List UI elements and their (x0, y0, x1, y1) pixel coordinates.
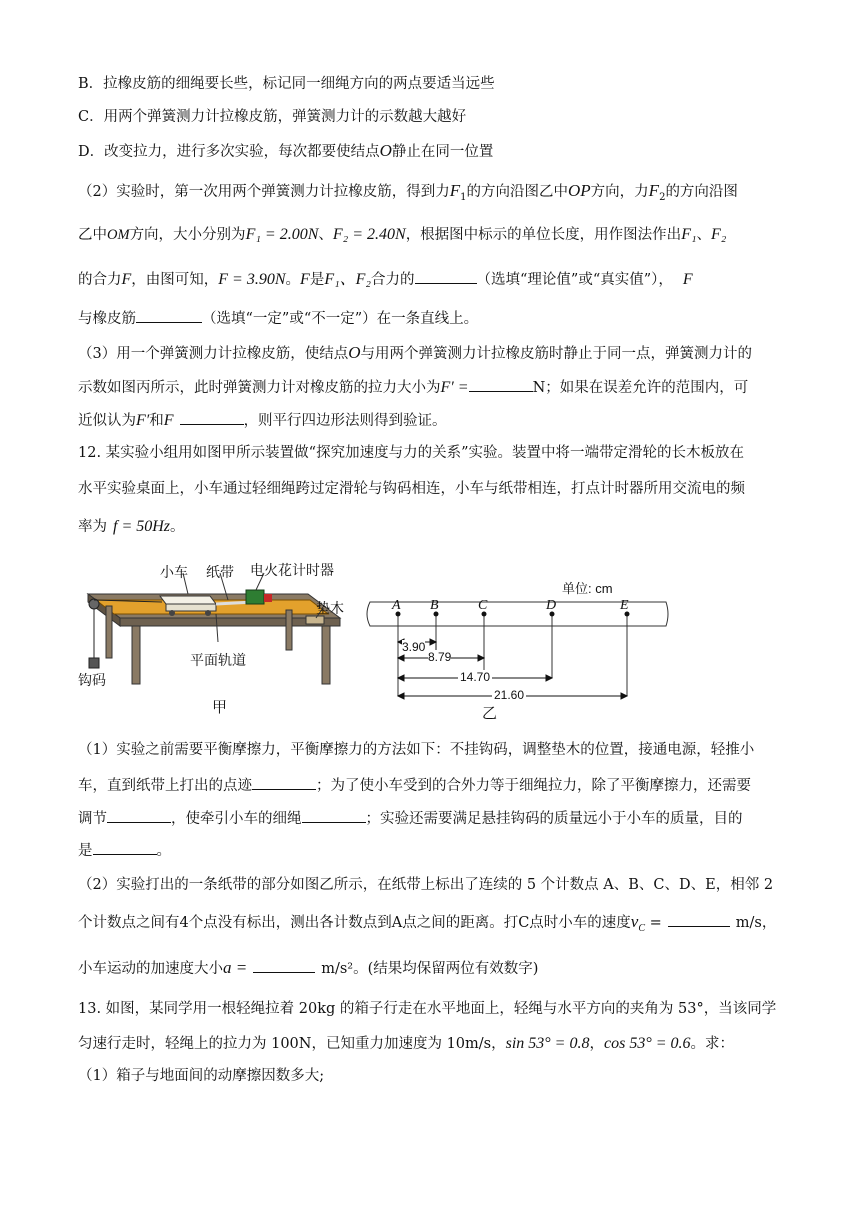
q11-p3-line3 (78, 410, 447, 431)
q11-p3-line1 (78, 343, 752, 364)
q13-line3: （1）箱子与地面间的动摩擦因数多大; (78, 1068, 325, 1084)
q11-p3-line2 (78, 377, 748, 398)
text: 个计数点之间有4个点没有标出，测出各计数点到A点之间的距离。打C点时小车的速度 (78, 915, 631, 931)
text: ；为了使小车受到的合外力等于细绳拉力，除了平衡摩擦力，还需要 (316, 778, 751, 794)
text: 的合力 (78, 272, 122, 288)
eq-sin: sin 53° = 0.8 (505, 1035, 590, 1052)
text: 是 (78, 843, 93, 859)
var-f1f2: F₁、F₂ (324, 271, 371, 288)
option-d (78, 141, 493, 162)
sub: C (638, 922, 646, 934)
text: 。(结果均保留两位有效数字) (353, 961, 539, 977)
var-o: O (379, 141, 392, 160)
text: = (645, 915, 662, 931)
answer-blank[interactable] (415, 269, 477, 284)
text: 。求： (690, 1036, 735, 1052)
option-d-text: D．改变拉力，进行多次实验，每次都要使结点 (78, 144, 380, 160)
unit-label: 单位: cm (562, 581, 613, 596)
option-c: C．用两个弹簧测力计拉橡皮筋，弹簧测力计的示数越大越好 (78, 109, 467, 125)
var-fprime: F′ = (440, 379, 469, 396)
var-v: v (630, 912, 639, 931)
answer-blank[interactable] (302, 808, 366, 823)
label-tape: 纸带 (206, 565, 234, 581)
eq-f: F = 3.90N (218, 271, 286, 288)
eq-frequency: f = 50Hz (113, 518, 171, 535)
q12-p1-line2 (78, 775, 751, 796)
var-o: O (348, 343, 361, 362)
text: ；实验还需要满足悬挂钩码的质量远小于小车的质量，目的 (365, 811, 743, 827)
var-f2: F₂ (711, 226, 727, 243)
text: ，由图可知， (131, 272, 219, 288)
q13-line1: 13. 如图，某同学用一根轻绳拉着 20kg 的箱子行走在水平地面上，轻绳与水平方向的夹角为 53°，当该同学 (78, 1001, 777, 1017)
text: 调节 (78, 811, 107, 827)
q11-p2-line4 (78, 308, 478, 329)
q12-line3 (78, 517, 185, 537)
eq-cos: cos 53° = 0.6 (603, 1035, 691, 1052)
var-f: F (121, 271, 132, 288)
text: N；如果在误差允许的范围内，可 (532, 380, 749, 396)
option-b: B．拉橡皮筋的细绳要长些，标记同一细绳方向的两点要适当远些 (78, 76, 495, 92)
text: 车，直到纸带上打出的点迹 (78, 778, 252, 794)
text: 近似认为 (78, 413, 136, 429)
answer-blank[interactable] (252, 775, 316, 790)
var-f: F (682, 271, 693, 288)
answer-blank[interactable] (253, 958, 315, 973)
text: （选填“理论值”或“真实值”）， (476, 272, 673, 288)
sub: 1 (460, 191, 467, 203)
eq-f1: F₁ = 2.00N (245, 226, 319, 243)
q11-p2-line3 (78, 269, 693, 290)
answer-blank[interactable] (668, 912, 730, 927)
text: 。 (170, 519, 185, 535)
var-op: OP (568, 181, 591, 200)
var-fprime: F′ (136, 412, 150, 429)
point-c: C (478, 598, 488, 613)
text: 、 (696, 227, 712, 243)
q12-p2-line3 (78, 958, 538, 979)
q12-line2: 水平实验桌面上，小车通过轻细绳跨过定滑轮与钩码相连，小车与纸带相连，打点计时器所用交流电的频 (78, 481, 745, 497)
weight-icon (89, 658, 99, 668)
caption-yi: 乙 (482, 704, 498, 722)
figure-yi (366, 578, 670, 722)
figure-jia (78, 556, 350, 716)
q12-line1: 12. 某实验小组用如图甲所示装置做“探究加速度与力的关系”实验。装置中将一端带定滑轮的长木板放在 (78, 445, 744, 461)
text: m/s， (735, 915, 777, 931)
text: （2）实验时，第一次用两个弹簧测力计拉橡皮筋，得到力 (78, 184, 450, 200)
var-f2: F (648, 181, 660, 200)
label-car: 小车 (160, 565, 188, 581)
text: ，根据图中标示的单位长度，用作图法作出 (405, 227, 682, 243)
dist-ad: 14.70 (460, 670, 491, 684)
text: ，则平行四边形法则得到验证。 (243, 413, 447, 429)
text: （选填“一定”或“不一定”）在一条直线上。 (202, 311, 479, 327)
point-e: E (620, 598, 629, 613)
text: 和 (149, 413, 164, 429)
q13-line2 (78, 1034, 734, 1054)
q12-p1-line3 (78, 808, 743, 829)
text: 的方向沿图乙中 (466, 184, 568, 200)
eq-f2: F₂ = 2.40N (332, 226, 406, 243)
text: 方向，大小分别为 (129, 227, 246, 243)
dist-ac: 8.79 (428, 650, 452, 664)
text: 与橡皮筋 (78, 311, 136, 327)
text: 。 (285, 272, 301, 288)
q11-p2-line2 (78, 225, 726, 245)
text: 小车运动的加速度大小 (78, 961, 223, 977)
point-d: D (546, 598, 557, 613)
option-d-suffix: 静止在同一位置 (391, 144, 494, 160)
text: 合力的 (371, 272, 415, 288)
text: 匀速行走时，轻绳上的拉力为 100N，已知重力加速度为 10m/s， (78, 1036, 506, 1052)
q12-p2-line1: （2）实验打出的一条纸带的部分如图乙所示，在纸带上标出了连续的 5 个计数点 A、B、C、D、E，相邻 2 (78, 877, 774, 893)
var-a: a = (223, 958, 248, 977)
text: ， (589, 1036, 604, 1052)
var-f1: F₁ (681, 226, 697, 243)
label-weight: 钩码 (78, 673, 106, 689)
text: 方向，力 (590, 184, 649, 200)
dist-ab: 3.90 (402, 640, 426, 654)
dist-ae: 21.60 (494, 688, 525, 702)
point-b: B (430, 598, 439, 613)
q12-p2-line2 (78, 912, 776, 939)
text: m/s² (321, 961, 354, 977)
text: 、 (318, 227, 333, 243)
text: 示数如图丙所示，此时弹簧测力计对橡皮筋的拉力大小为 (78, 380, 441, 396)
text: 乙中 (78, 227, 107, 243)
answer-blank[interactable] (136, 308, 202, 323)
q12-p1-line4 (78, 840, 171, 861)
text: 的方向沿图 (665, 184, 738, 200)
text: （3）用一个弹簧测力计拉橡皮筋，使结点 (78, 346, 349, 362)
label-block: 垫木 (316, 601, 344, 617)
text: 是 (309, 272, 325, 288)
q11-p2-line1 (78, 181, 738, 208)
text: 。 (156, 843, 171, 859)
answer-blank[interactable] (93, 840, 157, 855)
answer-blank[interactable] (180, 410, 244, 425)
label-track: 平面轨道 (190, 653, 246, 669)
q12-p1-line1: （1）实验之前需要平衡摩擦力，平衡摩擦力的方法如下：不挂钩码，调整垫木的位置，接通电源，轻推小 (78, 742, 755, 758)
sub: 2 (659, 191, 666, 203)
text: 与用两个弹簧测力计拉橡皮筋时静止于同一点，弹簧测力计的 (360, 346, 753, 362)
var-om: OM (107, 227, 130, 243)
var-f: F (300, 271, 310, 288)
var-f1: F (449, 181, 461, 200)
text: ，使牵引小车的细绳 (171, 811, 302, 827)
var-f: F (163, 412, 174, 429)
answer-blank[interactable] (107, 808, 171, 823)
label-timer: 电火花计时器 (250, 563, 334, 579)
caption-jia: 甲 (212, 698, 228, 716)
answer-blank[interactable] (469, 377, 533, 392)
point-a: A (392, 598, 401, 613)
text: 率为 (78, 519, 107, 535)
